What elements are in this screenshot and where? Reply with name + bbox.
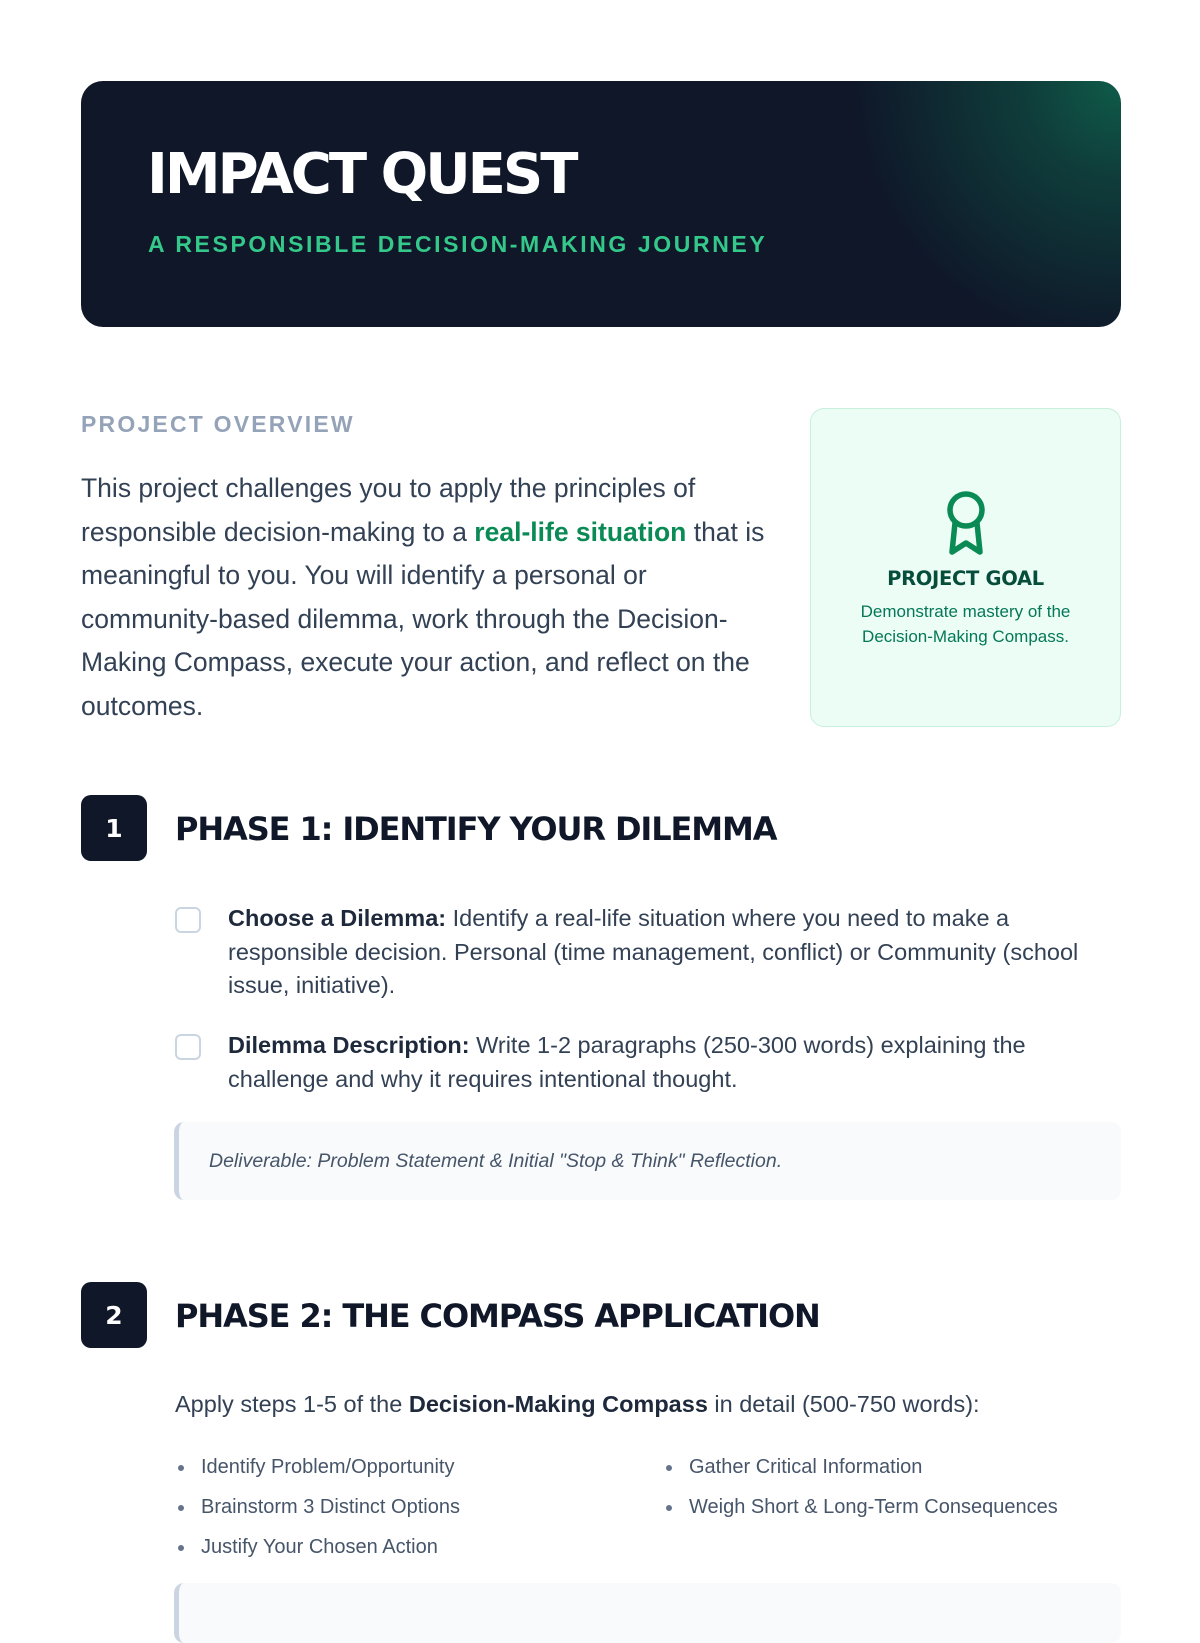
goal-title: PROJECT GOAL: [887, 567, 1044, 590]
list-item: Weigh Short & Long-Term Consequences: [663, 1487, 1121, 1527]
page-title: IMPACT QUEST: [147, 142, 576, 207]
phase-2-intro-start: Apply steps 1-5 of the: [175, 1391, 409, 1417]
page-subtitle: A RESPONSIBLE DECISION-MAKING JOURNEY: [148, 231, 768, 257]
task-description: Write 1-2 paragraphs (250-300 words) explaining the challenge and why it requires intentional thought.: [228, 1032, 1026, 1092]
phase-1-deliverable: Deliverable: Problem Statement & Initial "Stop & Think" Reflection.: [174, 1122, 1121, 1200]
phase-2-intro-end: in detail (500-750 words):: [707, 1391, 980, 1417]
phase-1-title: PHASE 1: IDENTIFY YOUR DILEMMA: [175, 810, 777, 848]
overview-paragraph: [81, 467, 771, 728]
task-description: Identify a real-life situation where you need to make a responsible decision. Personal (time management, conflict) or Community (school issue, initiative).: [228, 905, 1079, 998]
list-item: Justify Your Chosen Action: [175, 1527, 663, 1567]
phase-2-intro-bold: Decision-Making Compass: [408, 1391, 708, 1417]
hero-banner: [81, 81, 1121, 327]
overview-heading: PROJECT OVERVIEW: [81, 411, 355, 437]
phase-1-task-dilemma-description: [175, 1029, 1121, 1096]
task-label: Choose a Dilemma:: [228, 905, 447, 931]
task-checkbox[interactable]: [175, 907, 201, 933]
phase-2-title: PHASE 2: THE COMPASS APPLICATION: [175, 1297, 820, 1335]
goal-description: Demonstrate mastery of the Decision-Making Compass.: [860, 602, 1071, 646]
task-text: [228, 1029, 1121, 1096]
overview-highlight: real-life situation: [474, 516, 687, 547]
list-item: Brainstorm 3 Distinct Options: [175, 1487, 663, 1527]
list-item: Identify Problem/Opportunity: [175, 1447, 663, 1487]
task-text: [228, 902, 1121, 1003]
overview-text-end: that is meaningful to you. You will identify a personal or community-based dilemma, work through the Decision-Making Compass, execute your action, and reflect on the outcomes.: [81, 516, 765, 721]
task-checkbox[interactable]: [175, 1034, 201, 1060]
list-item: Gather Critical Information: [663, 1447, 1121, 1487]
task-label: Dilemma Description:: [228, 1032, 470, 1058]
phase-2-number-badge: 2: [81, 1282, 147, 1348]
phase-2-steps-list: [175, 1447, 1121, 1567]
phase-2-intro: [175, 1391, 980, 1418]
award-ribbon-icon: [942, 490, 990, 556]
phase-1-task-choose-dilemma: [175, 902, 1121, 1003]
phase-2-deliverable: [174, 1583, 1121, 1643]
phase-1-number-badge: 1: [81, 795, 147, 861]
project-goal-card: [810, 408, 1121, 727]
overview-text-start: This project challenges you to apply the principles of responsible decision-making to a: [81, 473, 696, 547]
